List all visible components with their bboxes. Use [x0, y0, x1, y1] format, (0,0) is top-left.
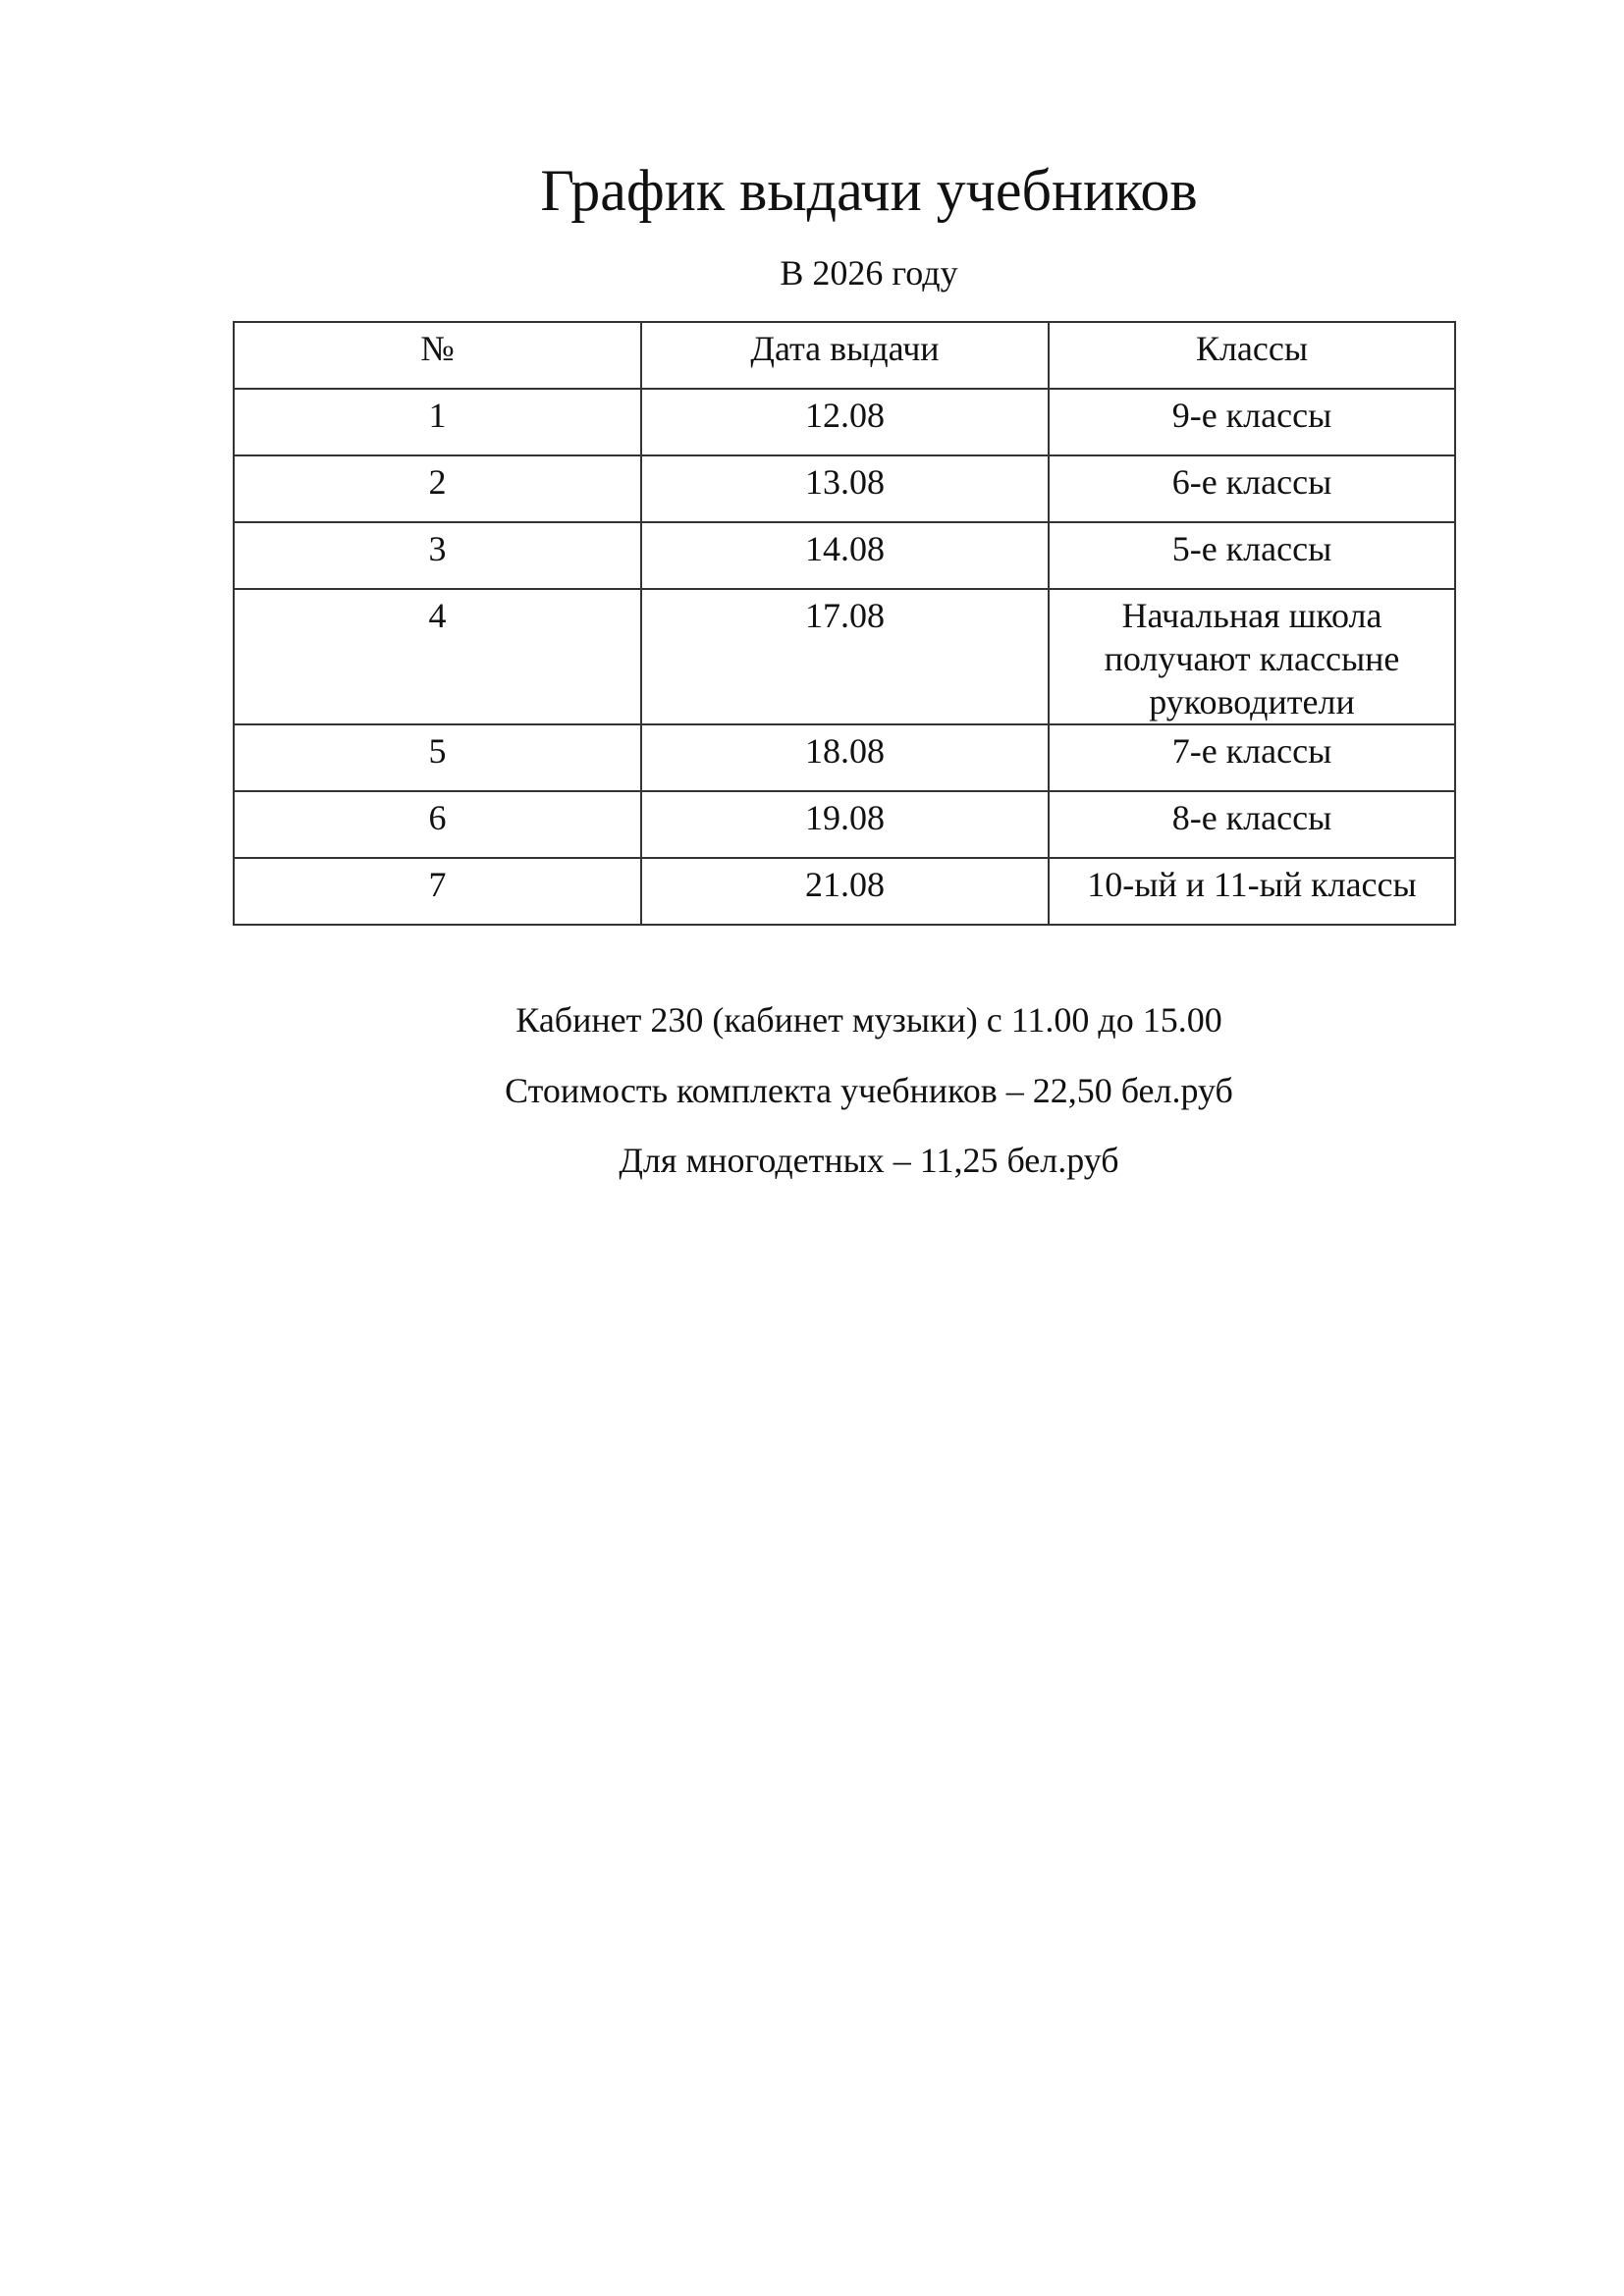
row-number: 6: [234, 791, 641, 858]
row-classes: 5-е классы: [1049, 522, 1455, 589]
header-date: Дата выдачи: [641, 322, 1049, 389]
row-classes: 10-ый и 11-ый классы: [1049, 858, 1455, 925]
row-number: 7: [234, 858, 641, 925]
row-classes: 6-е классы: [1049, 455, 1455, 522]
row-classes: 8-е классы: [1049, 791, 1455, 858]
table-header-row: [234, 322, 1455, 389]
table-row: [234, 389, 1455, 455]
row-date: 13.08: [641, 455, 1049, 522]
row-number: 3: [234, 522, 641, 589]
row-date: 14.08: [641, 522, 1049, 589]
row-classes: 7-е классы: [1049, 724, 1455, 791]
schedule-table: [233, 321, 1456, 926]
row-date: 21.08: [641, 858, 1049, 925]
row-number: 2: [234, 455, 641, 522]
header-number: №: [234, 322, 641, 389]
document-title: График выдачи учебников: [540, 158, 1198, 223]
table-row: [234, 522, 1455, 589]
row-classes: 9-е классы: [1049, 389, 1455, 455]
row-date: 18.08: [641, 724, 1049, 791]
price-large-families-text: Для многодетных – 11,25 бел.руб: [619, 1141, 1119, 1180]
table-row: [234, 724, 1455, 791]
row-date: 19.08: [641, 791, 1049, 858]
table-row: [234, 858, 1455, 925]
header-classes: Классы: [1049, 322, 1455, 389]
row-number: 5: [234, 724, 641, 791]
table-row: [234, 791, 1455, 858]
row-date: 17.08: [641, 589, 1049, 724]
row-number: 4: [234, 589, 641, 724]
price-text: Стоимость комплекта учебников – 22,50 бел.руб: [505, 1071, 1233, 1110]
location-hours-text: Кабинет 230 (кабинет музыки) с 11.00 до 15.00: [515, 1000, 1222, 1040]
table-row: [234, 455, 1455, 522]
row-number: 1: [234, 389, 641, 455]
row-date: 12.08: [641, 389, 1049, 455]
row-classes: Начальная школа получают классыне руководители: [1049, 589, 1455, 724]
document-subtitle: В 2026 году: [780, 253, 958, 293]
table-row: [234, 589, 1455, 724]
